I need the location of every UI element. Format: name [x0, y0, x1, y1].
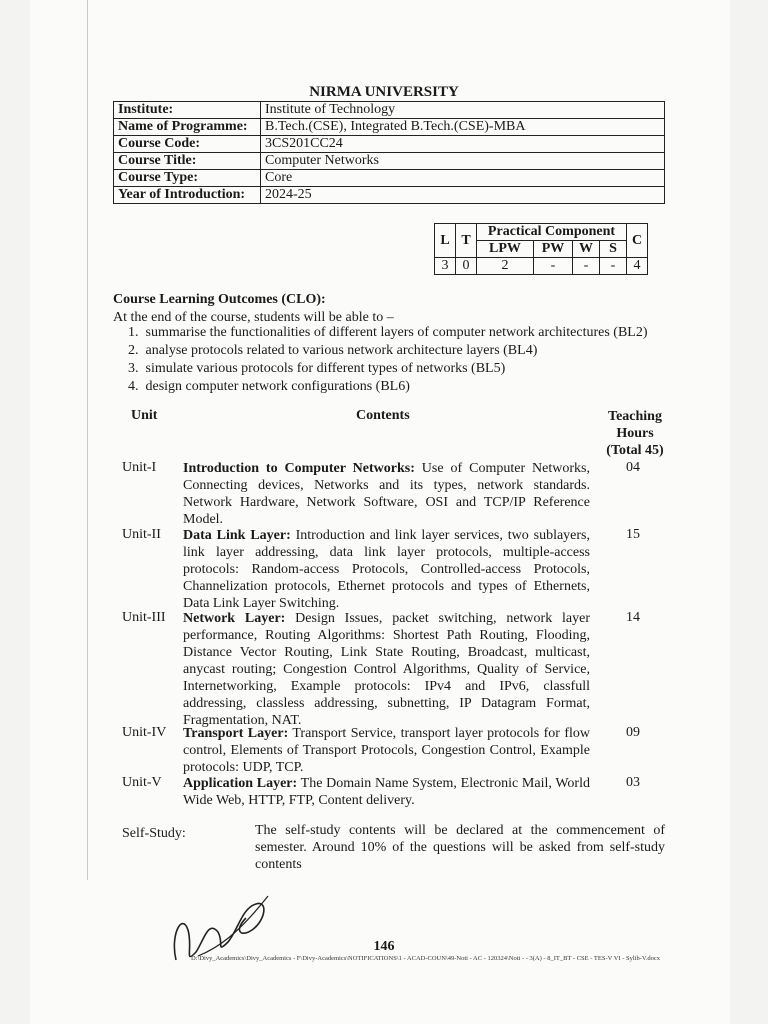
lecture-value: 3: [435, 258, 456, 275]
table-row: [114, 153, 665, 170]
credit-value: 4: [627, 258, 648, 275]
unit-title: Application Layer:: [183, 776, 298, 791]
lpw-value: 2: [477, 258, 534, 275]
w-header: W: [573, 241, 600, 258]
unit-content: [183, 725, 590, 776]
clo-text: summarise the functionalities of different layers of computer network architectures (BL2): [145, 325, 648, 340]
table-row: [435, 224, 648, 241]
unit-label: Unit-III: [122, 610, 166, 625]
list-item: [128, 342, 648, 360]
unit-label: Unit-I: [122, 460, 157, 475]
info-value: Computer Networks: [261, 153, 665, 170]
hours-header-line: (Total 45): [606, 443, 664, 458]
tutorial-header: T: [456, 224, 477, 258]
unit-title: Data Link Layer:: [183, 528, 291, 543]
clo-text: design computer network configurations (BL6): [145, 379, 410, 394]
credit-header: C: [627, 224, 648, 258]
unit-text: Introduction and link layer services, two sublayers, link layer addressing, data link layer protocols, multiple-access protocols: Random-access Protocols, Controlled-access Protocols, Channelization protocols, Ethernet protocols and types of Ethernets, Data Link Layer Switching.: [183, 528, 590, 611]
file-path-footer: D:\Divy_Academics\Divy_Academics - F\Divy-Academics\NOTIFICATIONS\1 - ACAD-COUN\49-Noti - AC - 120324\Noti - - 3(A) - 8_IT_BT - CSE - TES-V VI - Sylib-V.docx: [191, 955, 660, 962]
unit-title: Transport Layer:: [183, 726, 289, 741]
unit-title: Network Layer:: [183, 611, 286, 626]
info-value: Core: [261, 170, 665, 187]
unit-text: The Domain Name System, Electronic Mail, World Wide Web, HTTP, FTP, Content delivery.: [183, 776, 590, 808]
info-value: B.Tech.(CSE), Integrated B.Tech.(CSE)-MBA: [261, 119, 665, 136]
info-label: Institute:: [114, 102, 261, 119]
s-value: -: [600, 258, 627, 275]
unit-text: Use of Computer Networks, Connecting devices, Networks and its types, network standards. Network Hardware, Network Software, OSI and TCP/IP Reference Model.: [183, 461, 590, 527]
info-label: Year of Introduction:: [114, 187, 261, 204]
unit-hours: 09: [626, 725, 640, 740]
self-study-label: Self-Study:: [122, 826, 186, 841]
unit-label: Unit-II: [122, 527, 161, 542]
clo-heading: Course Learning Outcomes (CLO):: [113, 292, 326, 307]
table-row: [114, 170, 665, 187]
practical-header: Practical Component: [477, 224, 627, 241]
table-row: [114, 119, 665, 136]
clo-text: analyse protocols related to various network architecture layers (BL4): [145, 343, 538, 358]
unit-label: Unit-V: [122, 775, 162, 790]
lecture-header: L: [435, 224, 456, 258]
clo-text: simulate various protocols for different types of networks (BL5): [145, 361, 506, 376]
info-value: 2024-25: [261, 187, 665, 204]
unit-content: [183, 610, 590, 729]
unit-content: [183, 775, 590, 809]
unit-hours: 15: [626, 527, 640, 542]
university-title: NIRMA UNIVERSITY: [309, 84, 459, 100]
info-label: Course Title:: [114, 153, 261, 170]
unit-label: Unit-IV: [122, 725, 167, 740]
unit-hours: 04: [626, 460, 640, 475]
tutorial-value: 0: [456, 258, 477, 275]
list-number: 4.: [128, 379, 139, 394]
list-number: 1.: [128, 325, 139, 340]
list-number: 2.: [128, 343, 139, 358]
unit-hours: 03: [626, 775, 640, 790]
unit-text: Transport Service, transport layer protocols for flow control, Elements of Transport Protocols, Congestion Control, Example protocols: UDP, TCP.: [183, 726, 590, 775]
list-item: [128, 378, 648, 396]
hours-header-line: Hours: [616, 426, 654, 441]
table-row: [114, 187, 665, 204]
unit-title: Introduction to Computer Networks:: [183, 461, 415, 476]
contents-column-header: Contents: [356, 408, 410, 423]
credit-structure-table: [434, 223, 648, 275]
hours-header-line: Teaching: [608, 409, 662, 424]
info-value: Institute of Technology: [261, 102, 665, 119]
unit-content: [183, 460, 590, 528]
info-label: Course Code:: [114, 136, 261, 153]
table-row: [114, 102, 665, 119]
course-info-table: [113, 101, 665, 204]
table-row: [114, 136, 665, 153]
margin-line: [87, 0, 88, 880]
list-number: 3.: [128, 361, 139, 376]
hours-column-header: [590, 408, 680, 459]
w-value: -: [573, 258, 600, 275]
lpw-header: LPW: [477, 241, 534, 258]
info-label: Name of Programme:: [114, 119, 261, 136]
clo-intro: At the end of the course, students will be able to –: [113, 310, 394, 325]
info-label: Course Type:: [114, 170, 261, 187]
s-header: S: [600, 241, 627, 258]
pw-value: -: [534, 258, 573, 275]
list-item: [128, 324, 648, 342]
page-number: 146: [373, 939, 395, 954]
unit-column-header: Unit: [131, 408, 158, 423]
unit-text: Design Issues, packet switching, network layer performance, Routing Algorithms: Shortest Path Routing, Flooding, Distance Vector Routing, Link State Routing, Broadcast, multicast, anycast routing; Congestion Control Algorithms, Quality of Service, Internetworking, Example protocols: IPv4 and IPv6, classfull addressing, classless addressing, subnetting, IP Datagram Format, Fragmentation, NAT.: [183, 611, 590, 728]
pw-header: PW: [534, 241, 573, 258]
clo-list: [128, 324, 648, 396]
unit-hours: 14: [626, 610, 640, 625]
info-value: 3CS201CC24: [261, 136, 665, 153]
self-study-text: The self-study contents will be declared at the commencement of semester. Around 10% of the questions will be asked from self-study contents: [255, 823, 665, 872]
unit-content: [183, 527, 590, 612]
table-row: [435, 258, 648, 275]
list-item: [128, 360, 648, 378]
